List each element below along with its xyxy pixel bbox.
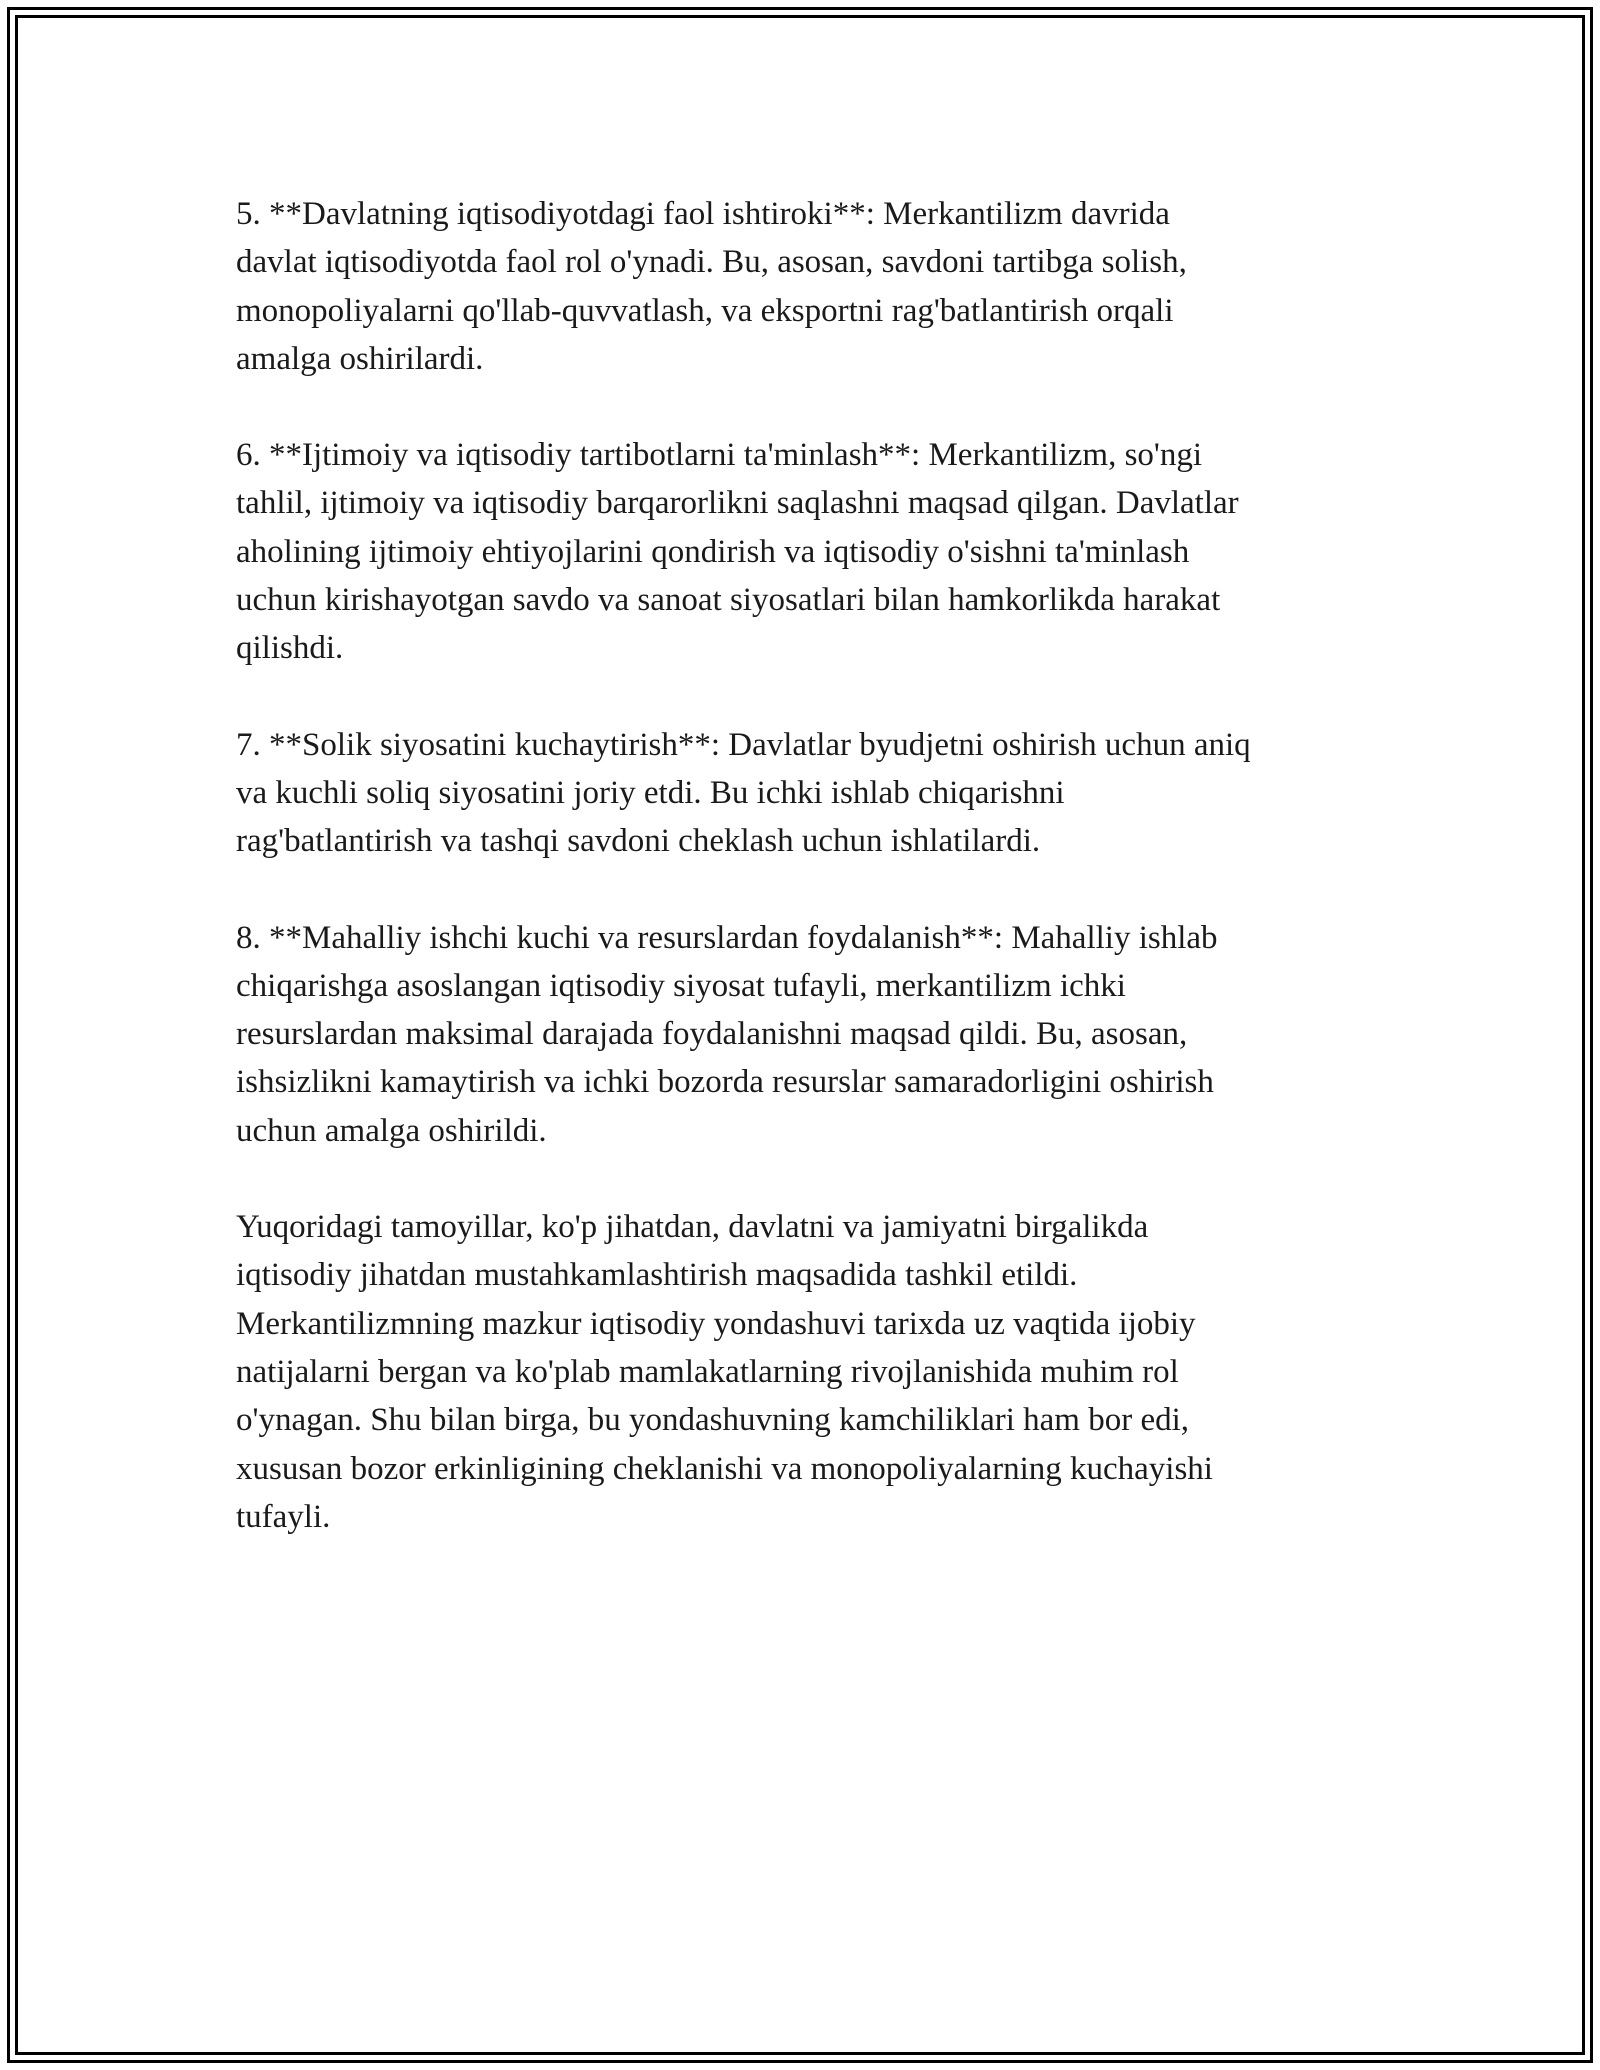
- paragraph-principle-5: 5. **Davlatning iqtisodiyotdagi faol ishtiroki**: Merkantilizm davrida davlat iqtisodiyotda faol rol o'ynadi. Bu, asosan, savdoni tartibga solish, monopoliyalarni qo'llab-quvvatlash, va eksportni rag'batlantirish orqali amalga oshirilardi.: [236, 196, 1187, 377]
- paragraph-principle-6: 6. **Ijtimoiy va iqtisodiy tartibotlarni ta'minlash**: Merkantilizm, so'ngi tahlil, ijtimoiy va iqtisodiy barqarorlikni saqlashni maqsad qilgan. Davlatlar aholining ijtimoiy ehtiyojlarini qondirish va iqtisodiy o'sishni ta'minlash uchun kirishayotgan savdo va sanoat siyosatlari bilan hamkorlikda harakat qilishdi.: [236, 437, 1239, 667]
- paragraph-conclusion: Yuqoridagi tamoyillar, ko'p jihatdan, davlatni va jamiyatni birgalikda iqtisodiy jihatdan mustahkamlashtirish maqsadida tashkil etildi. Merkantilizmning mazkur iqtisodiy yondashuvi tarixda uz vaqtida ijobiy natijalarni bergan va ko'plab mamlakatlarning rivojlanishida muhim rol o'ynagan. Shu bilan birga, bu yondashuvning kamchiliklari ham bor edi, xususan bozor erkinligining cheklanishi va monopoliyalarning kuchayishi tufayli.: [236, 1209, 1213, 1535]
- document-body: [236, 190, 1386, 1589]
- paragraph-principle-8: 8. **Mahalliy ishchi kuchi va resurslardan foydalanish**: Mahalliy ishlab chiqarishga asoslangan iqtisodiy siyosat tufayli, merkantilizm ichki resurslardan maksimal darajada foydalanishni maqsad qildi. Bu, asosan, ishsizlikni kamaytirish va ichki bozorda resurslar samaradorligini oshirish uchun amalga oshirildi.: [236, 919, 1218, 1149]
- paragraph-principle-7: 7. **Solik siyosatini kuchaytirish**: Davlatlar byudjetni oshirish uchun aniq va kuchli soliq siyosatini joriy etdi. Bu ichki ishlab chiqarishni rag'batlantirish va tashqi savdoni cheklash uchun ishlatilardi.: [236, 726, 1251, 860]
